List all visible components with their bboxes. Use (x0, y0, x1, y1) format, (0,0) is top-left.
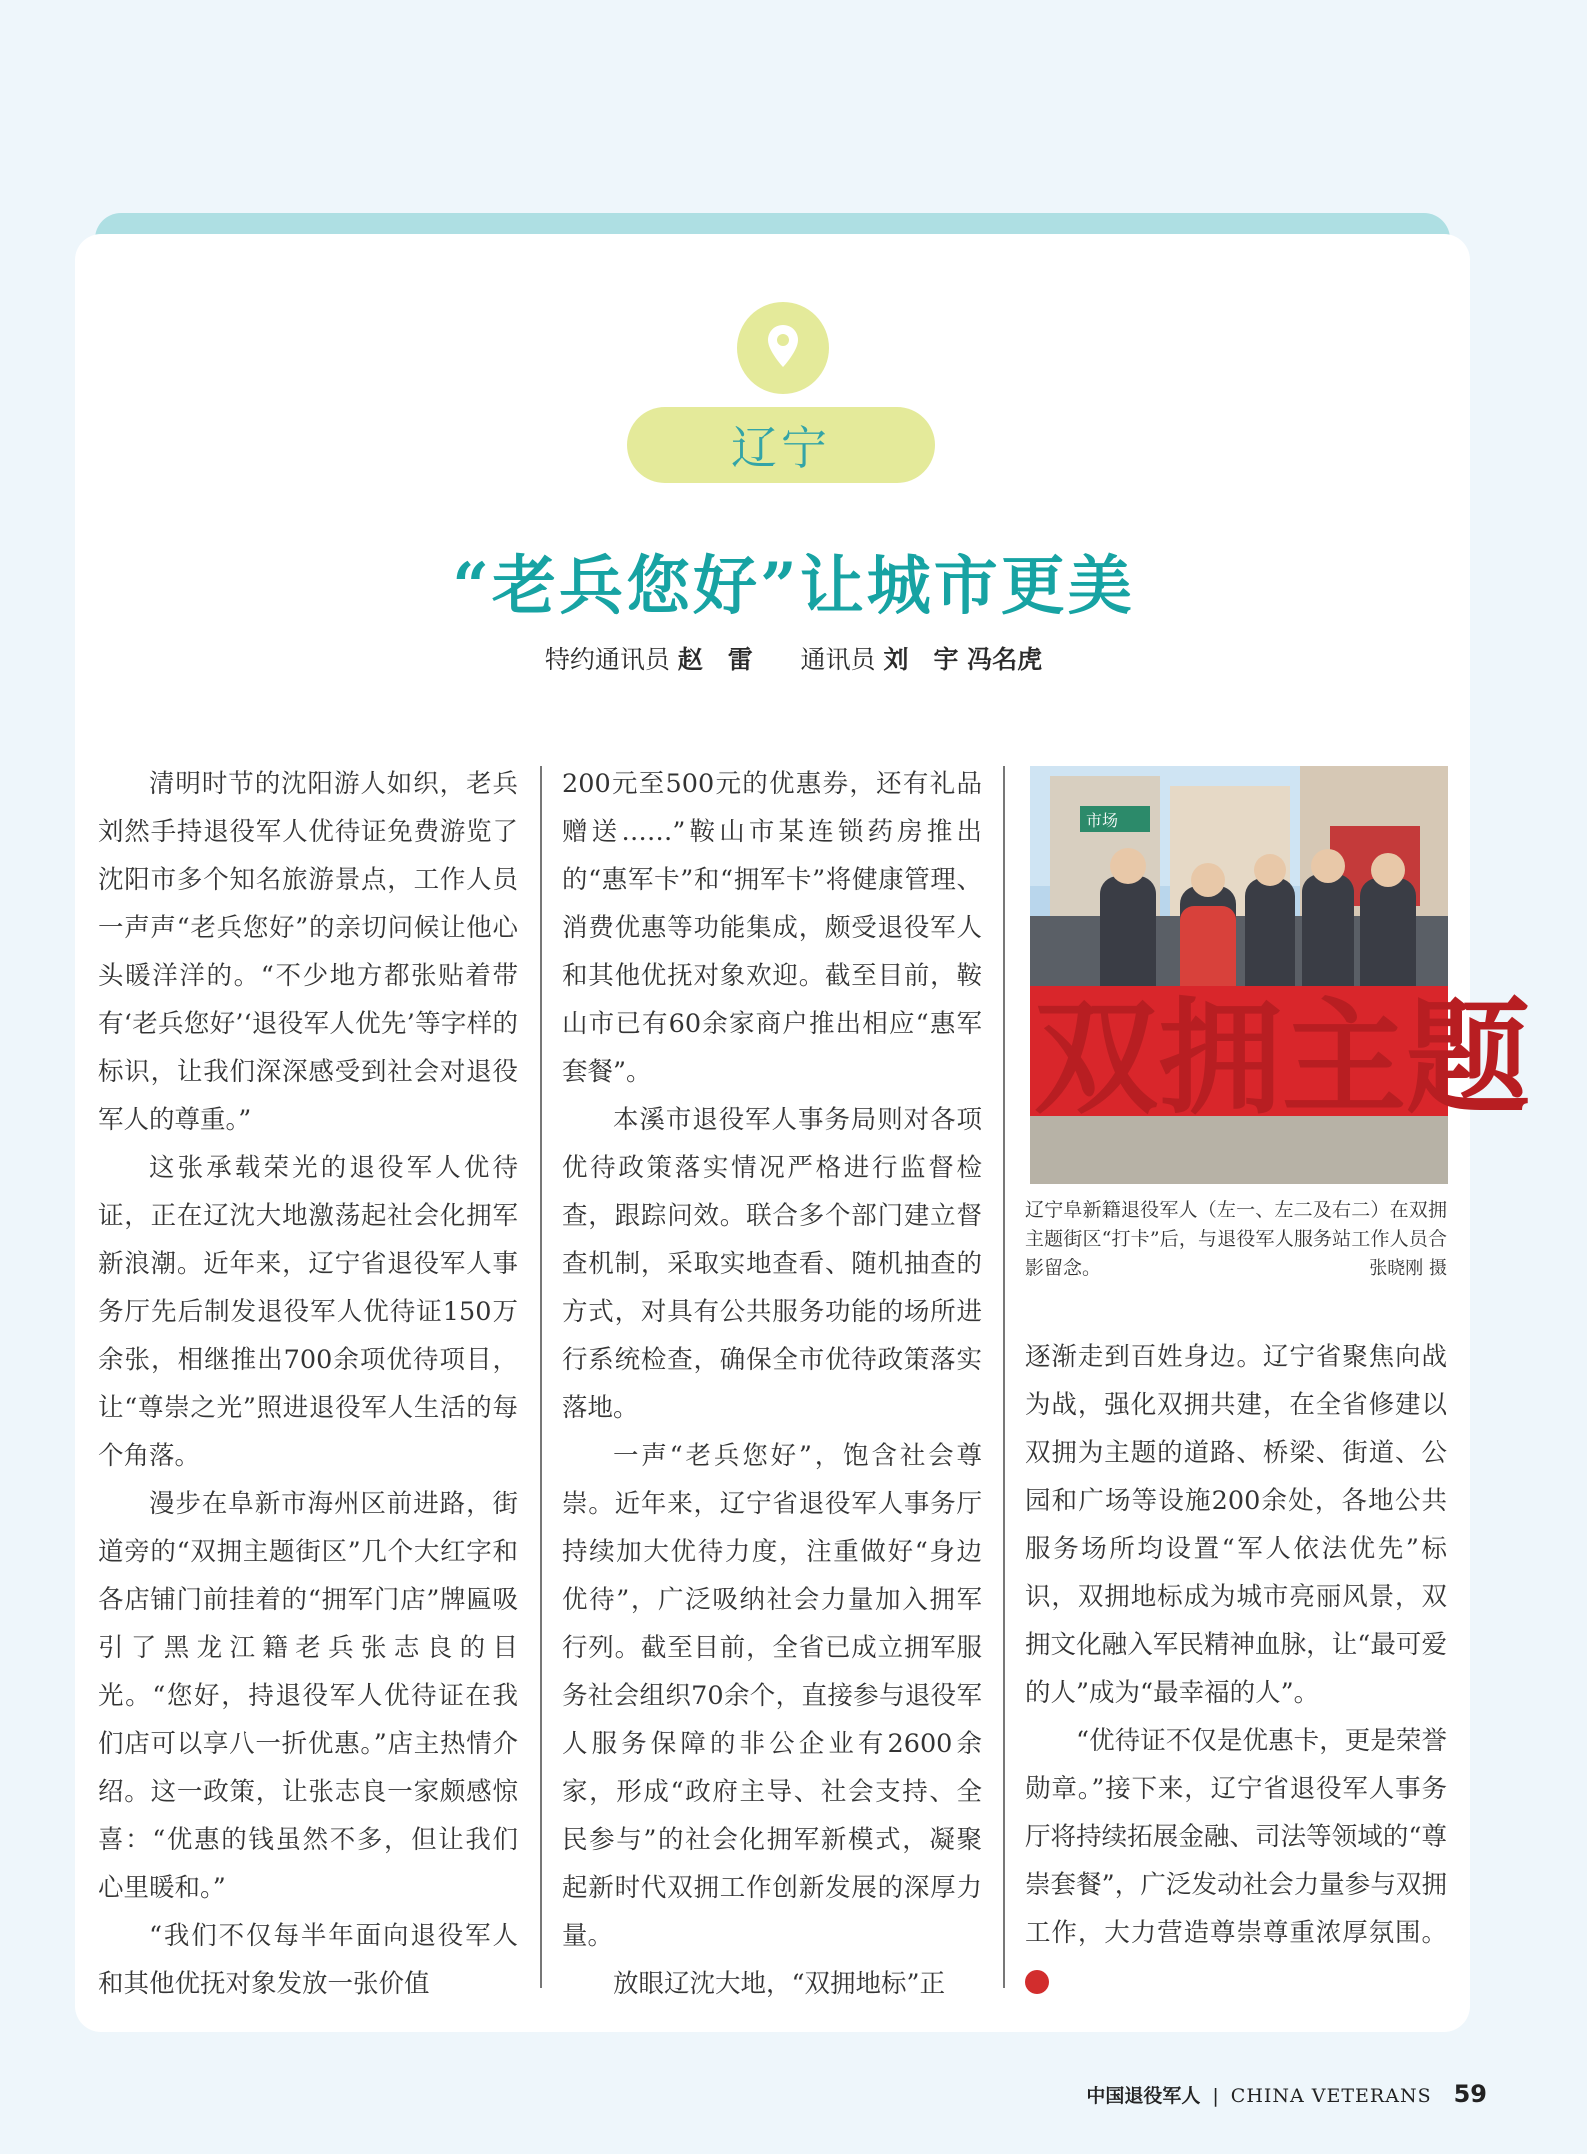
byline (0, 640, 1587, 676)
photo-caption (1025, 1196, 1447, 1283)
region-label: 辽宁 (627, 407, 935, 483)
byline-role-1: 特约通讯员 (544, 645, 670, 674)
article-title: “老兵您好”让城市更美 (452, 549, 1135, 624)
article-column-3 (1025, 1333, 1447, 2005)
location-badge (737, 302, 829, 394)
byline-role-2: 通讯员 (800, 645, 876, 674)
article-photo (1030, 766, 1531, 1184)
byline-name-2: 刘 宇 冯名虎 (883, 645, 1043, 674)
paragraph-last-text: “优待证不仅是优惠卡，更是荣誉勋章。”接下来，辽宁省退役军人事务厅将持续拓展金融、司法等领域的“尊崇套餐”，广泛发动社会力量参与双拥工作，大力营造尊崇尊重浓厚氛围。 (1025, 1726, 1447, 1948)
byline-name-1: 赵 雷 (677, 645, 753, 674)
paragraph: 漫步在阜新市海州区前进路，街道旁的“双拥主题街区”几个大红字和各店铺门前挂着的“拥军门店”牌匾吸引了黑龙江籍老兵张志良的目光。“您好，持退役军人优待证在我们店可以享八一折优惠。”店主热情介绍。这一政策，让张志良一家颇感惊喜：“优惠的钱虽然不多，但让我们心里暖和。” (98, 1489, 518, 1903)
article-column-1 (98, 760, 518, 2008)
caption-text: 辽宁阜新籍退役军人（左一、左二及右二）在双拥主题街区“打卡”后，与退役军人服务站工作人员合影留念。 (1025, 1199, 1447, 1279)
footer-separator: | (1212, 2085, 1219, 2107)
photo-shop-sign: 市场 (1086, 811, 1119, 830)
paragraph: “我们不仅每半年面向退役军人和其他优抚对象发放一张价值 (98, 1921, 518, 1999)
location-pin-icon (766, 323, 800, 373)
paragraph: 这张承载荣光的退役军人优待证，正在辽沈大地激荡起社会化拥军新浪潮。近年来，辽宁省退役军人事务厅先后制发退役军人优待证150万余张，相继推出700余项优待项目，让“尊崇之光”照进退役军人生活的每个角落。 (98, 1153, 518, 1471)
end-mark-icon: V (1025, 1970, 1049, 1994)
magazine-name-cn: 中国退役军人 (1086, 2085, 1201, 2107)
paragraph-last (1025, 1717, 1447, 2005)
paragraph: 一声“老兵您好”，饱含社会尊崇。近年来，辽宁省退役军人事务厅持续加大优待力度，注重做好“身边优待”，广泛吸纳社会力量加入拥军行列。截至目前，全省已成立拥军服务社会组织70余个，直接参与退役军人服务保障的非公企业有2600余家，形成“政府主导、社会支持、全民参与”的社会化拥军新模式，凝聚起新时代双拥工作创新发展的深厚力量。 (562, 1441, 982, 1951)
photo-credit: 张晓刚 摄 (1369, 1258, 1447, 1279)
article-column-2 (562, 760, 982, 2008)
paragraph: 本溪市退役军人事务局则对各项优待政策落实情况严格进行监督检查，跟踪问效。联合多个部门建立督查机制，采取实地查看、随机抽查的方式，对具有公共服务功能的场所进行系统检查，确保全市优待政策落实落地。 (562, 1105, 982, 1423)
column-divider (1003, 766, 1005, 1988)
column-divider (540, 766, 542, 1988)
page-number: 59 (1453, 2080, 1487, 2108)
paragraph-continued: 逐渐走到百姓身边。辽宁省聚焦向战为战，强化双拥共建，在全省修建以双拥为主题的道路、桥梁、街道、公园和广场等设施200余处，各地公共服务场所均设置“军人依法优先”标识，双拥地标成为城市亮丽风景，双拥文化融入军民精神血脉，让“最可爱的人”成为“最幸福的人”。 (1025, 1342, 1447, 1708)
page-footer (1086, 2080, 1487, 2108)
paragraph: 清明时节的沈阳游人如织，老兵刘然手持退役军人优待证免费游览了沈阳市多个知名旅游景点，工作人员一声声“老兵您好”的亲切问候让他心头暖洋洋的。“不少地方都张贴着带有‘老兵您好’‘退役军人优先’等字样的标识，让我们深深感受到社会对退役军人的尊重。” (98, 769, 518, 1135)
paragraph-continued: 200元至500元的优惠券，还有礼品赠送……”鞍山市某连锁药房推出的“惠军卡”和“拥军卡”将健康管理、消费优惠等功能集成，颇受退役军人和其他优抚对象欢迎。截至目前，鞍山市已有60余家商户推出相应“惠军套餐”。 (562, 769, 982, 1087)
magazine-name-en: CHINA VETERANS (1230, 2085, 1432, 2107)
paragraph: 放眼辽沈大地，“双拥地标”正 (613, 1969, 946, 1999)
photo-sign-text: 双拥主题 (1034, 987, 1531, 1131)
